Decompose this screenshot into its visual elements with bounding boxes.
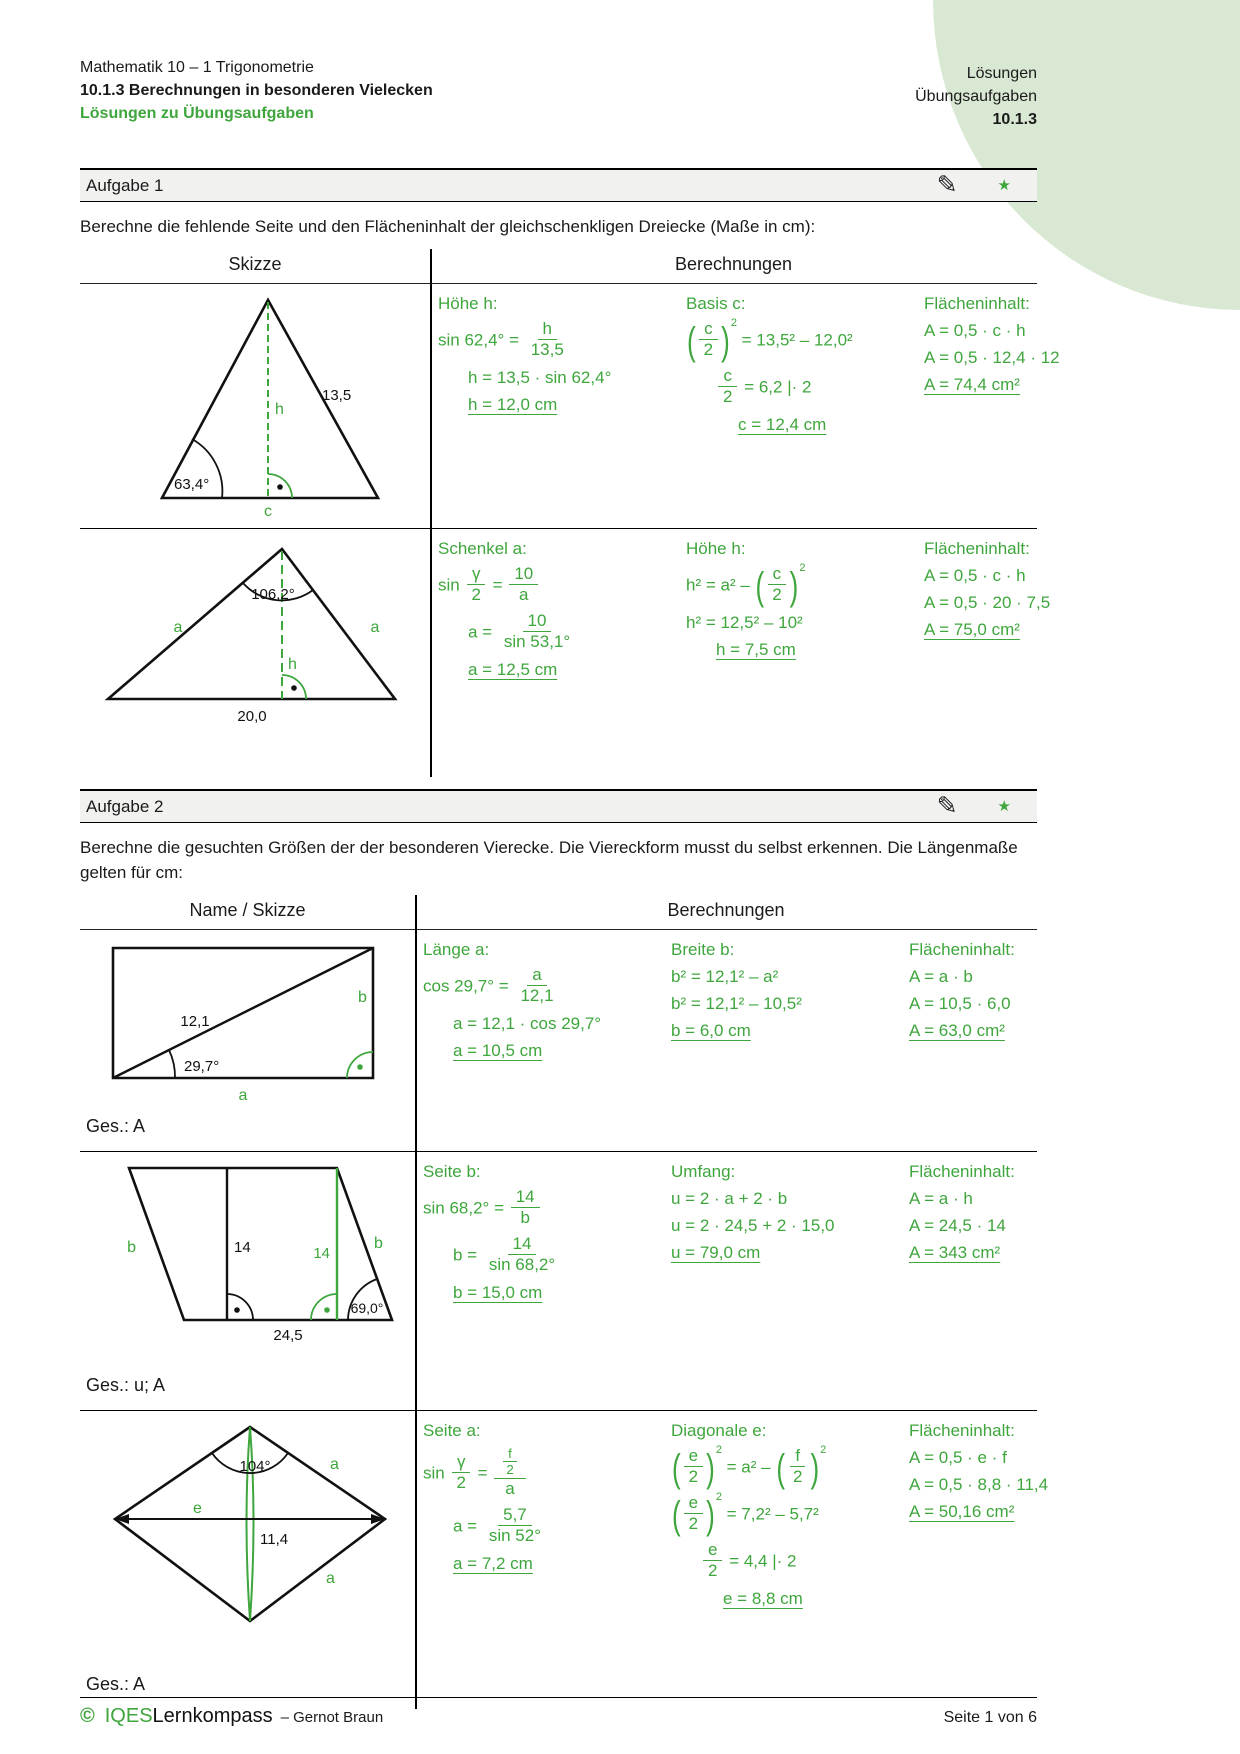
pencil-icon: ✎ [936,792,958,820]
page-content [80,168,1060,1709]
given-label: Ges.: A [86,1674,146,1694]
calc-col-basis-c [686,292,924,442]
calc-col-seite-a [423,1419,671,1616]
calc-lines: A = 0,5 · c · h A = 0,5 · 20 · 7,5 A = 75,0 cm² [924,566,1051,639]
task1-col-sketch-header: Skizze [228,254,282,274]
subtitle-solutions: Lösungen zu Übungsaufgaben [80,105,314,122]
label-height-14-black: 14 [234,1239,251,1256]
calc-lines: A = a · b A = 10,5 · 6,0 A = 63,0 cm² [909,967,1011,1040]
label-height-h: h [275,401,284,418]
task1-col-calc-header: Berechnungen [674,254,793,274]
task2-row2-sketch [80,1152,415,1410]
calc-lines: sin $\frac{\gamma}{2}$ = $\frac{10}{a}$ a = $\frac{10}{\sin 53,1^\circ}$ a = 12,5 cm [438,564,571,680]
calc-heading: Breite b: [671,940,735,959]
header-right-section-number: 10.1.3 [992,111,1037,128]
star-icon: ★ [997,798,1011,815]
label-angle-63-4: 63,4° [174,476,210,493]
page-number: Seite 1 von 6 [943,1709,1037,1726]
label-side-a-lower: a [325,1570,335,1587]
task1-description: Berechne die fehlende Seite und den Flächeninhalt der gleichschenkligen Dreiecke (Maße in cm): [80,217,816,236]
pencil-icon: ✎ [936,171,958,199]
page-footer [80,1697,1037,1728]
calc-lines: u = 2 · a + 2 · b u = 2 · 24,5 + 2 · 15,0 u = 79,0 cm [671,1189,835,1262]
calc-lines: ( $\frac{e}{2}$ )$^2$ = a² – ( $\frac{f}{2}$ )$^2$ ( $\frac{e}{2}$ )$^2$ = 7,2² – 5,7² $\frac{e}{2}$ = 4,4 |· 2 e = 8,8 cm [672,1443,827,1609]
label-apex-angle-106-2: 106,2° [251,586,295,603]
calc-col-flaecheninhalt [924,292,1060,442]
calc-lines: sin $\frac{\gamma}{2}$ = $\frac{\frac{f}{2}}{a}$ a = $\frac{5,7}{\sin 52^\circ}$ a = 7,2 cm [423,1446,542,1574]
label-diagonal-11-4: 11,4 [259,1531,288,1548]
calc-lines: h² = a² – ( $\frac{c}{2}$ )$^2$ h² = 12,5² – 10² h = 7,5 cm [686,561,806,660]
calc-lines: A = 0,5 · c · h A = 0,5 · 12,4 · 12 A = 74,4 cm² [924,321,1060,394]
calc-heading: Basis c: [686,294,746,313]
calc-heading: Schenkel a: [438,539,527,558]
task2-row1-calculations [415,930,1037,1151]
calc-lines: sin 68,2° = $\frac{14}{b}$ b = $\frac{14}{\sin 68,2^\circ}$ b = 15,0 cm [423,1187,556,1303]
label-angle-69-0: 69,0° [350,1300,384,1316]
document-header-right [915,62,1037,131]
label-side-a-upper: a [329,1456,339,1473]
label-side-a-right: a [370,619,380,636]
calc-heading: Höhe h: [686,539,746,558]
calc-col-hoehe-h [438,292,686,442]
label-side-b-left: b [127,1239,136,1256]
label-diagonal-e: e [192,1500,202,1517]
label-side-a-left: a [173,619,183,636]
task2-description: Berechne die gesuchten Größen der der besonderen Vierecke. Die Viereckform musst du selbst erkennen. Die Längenmaße gelten für cm: [80,838,1018,882]
author-name: – Gernot Braun [280,1709,384,1726]
label-side-b-right: b [374,1235,383,1252]
calc-lines: ( $\frac{c}{2}$ )$^2$ = 13,5² – 12,0² $\frac{c}{2}$ = 6,2 |· 2 c = 12,4 cm [687,316,853,435]
given-label: Ges.: A [86,1116,146,1136]
task1-table [80,249,1060,777]
task2-header-bar [80,789,1037,823]
task1-table-header [80,249,1037,284]
label-side-13-5: 13,5 [322,387,352,404]
calc-col-schenkel-a [438,537,686,687]
label-diagonal-12-1: 12,1 [179,1013,210,1030]
task1-column-divider [430,249,432,777]
parallelogram-sketch [84,1160,414,1344]
label-angle-29-7: 29,7° [183,1058,219,1075]
star-icon: ★ [997,177,1011,194]
task1-row2 [80,528,1051,777]
task1-title: Aufgabe 1 [86,175,164,195]
task2-col-sketch-header: Name / Skizze [189,900,306,920]
header-right-line1: Lösungen [966,65,1037,82]
task2-table [80,895,1049,1709]
brand-iqes: IQES [104,1705,153,1727]
calc-lines: A = 0,5 · e · f A = 0,5 · 8,8 · 11,4 A = 50,16 cm² [909,1448,1049,1521]
calc-col-flaecheninhalt [909,938,1035,1068]
label-base-c: c [264,503,272,520]
task2-col-calc-header: Berechnungen [667,900,785,920]
calc-col-flaecheninhalt [909,1419,1048,1616]
label-height-14-green: 14 [313,1245,330,1262]
brand-logo [105,1705,273,1728]
rhombus-sketch [98,1419,398,1635]
calc-col-flaecheninhalt [909,1160,1035,1310]
task2-title: Aufgabe 2 [86,796,164,816]
label-side-b: b [357,989,367,1006]
calc-col-flaecheninhalt [924,537,1050,687]
calc-heading: Flächeninhalt: [909,1421,1015,1440]
label-side-a: a [238,1087,247,1104]
calc-heading: Flächeninhalt: [924,294,1030,313]
chapter-title: 10.1.3 Berechnungen in besonderen Vielecken [80,82,433,99]
calc-lines: sin 62,4° = $\frac{h}{13,5}$ h = 13,5 · sin 62,4° h = 12,0 cm [438,319,612,415]
calc-heading: Seite b: [423,1162,481,1181]
calc-col-laenge-a [423,938,671,1068]
copyright-icon: © [80,1705,95,1727]
document-header [80,56,433,125]
isosceles-triangle-sketch-1 [90,292,420,522]
rectangle-sketch [98,938,398,1106]
task2-column-divider [415,895,417,1709]
task1-row1 [80,284,1060,528]
task2-row3-calculations [415,1411,1050,1709]
calc-col-breite-b [671,938,909,1068]
calc-heading: Umfang: [671,1162,736,1181]
brand-lernkompass: Lernkompass [152,1705,273,1727]
task2-table-header [80,895,1037,930]
task1-row1-calculations [430,284,1062,528]
task2-row3-sketch [80,1411,415,1709]
task1-row2-calculations [430,529,1052,777]
label-apex-angle-104: 104° [238,1458,271,1475]
calc-heading: Flächeninhalt: [909,940,1015,959]
task1-header-bar [80,168,1037,202]
label-base-20-0: 20,0 [237,708,267,725]
calc-heading: Länge a: [423,940,490,959]
calc-lines: A = a · h A = 24,5 · 14 A = 343 cm² [909,1189,1006,1262]
calc-heading: Flächeninhalt: [924,539,1030,558]
course-title: Mathematik 10 – 1 Trigonometrie [80,59,314,76]
task2-row1 [80,930,1037,1151]
calc-heading: Diagonale e: [671,1421,767,1440]
calc-lines: cos 29,7° = $\frac{a}{12,1}$ a = 12,1 · cos 29,7° a = 10,5 cm [423,965,602,1061]
task1-row1-sketch [80,284,430,528]
task2-row2 [80,1151,1037,1410]
label-height-h: h [288,656,297,673]
task2-row3 [80,1410,1049,1709]
isosceles-triangle-sketch-2 [90,537,420,727]
calc-col-diagonale-e [671,1419,909,1616]
task1-row2-sketch [80,529,430,777]
calc-lines: b² = 12,1² – a² b² = 12,1² – 10,5² b = 6,0 cm [671,967,802,1040]
given-label: Ges.: u; A [86,1375,166,1395]
calc-heading: Seite a: [423,1421,481,1440]
task2-row2-calculations [415,1152,1037,1410]
task2-row1-sketch [80,930,415,1151]
calc-heading: Flächeninhalt: [909,1162,1015,1181]
calc-col-umfang [671,1160,909,1310]
header-right-line2: Übungsaufgaben [915,88,1037,105]
calc-col-seite-b [423,1160,671,1310]
calc-heading: Höhe h: [438,294,498,313]
calc-col-hoehe-h [686,537,924,687]
label-base-24-5: 24,5 [273,1327,303,1344]
